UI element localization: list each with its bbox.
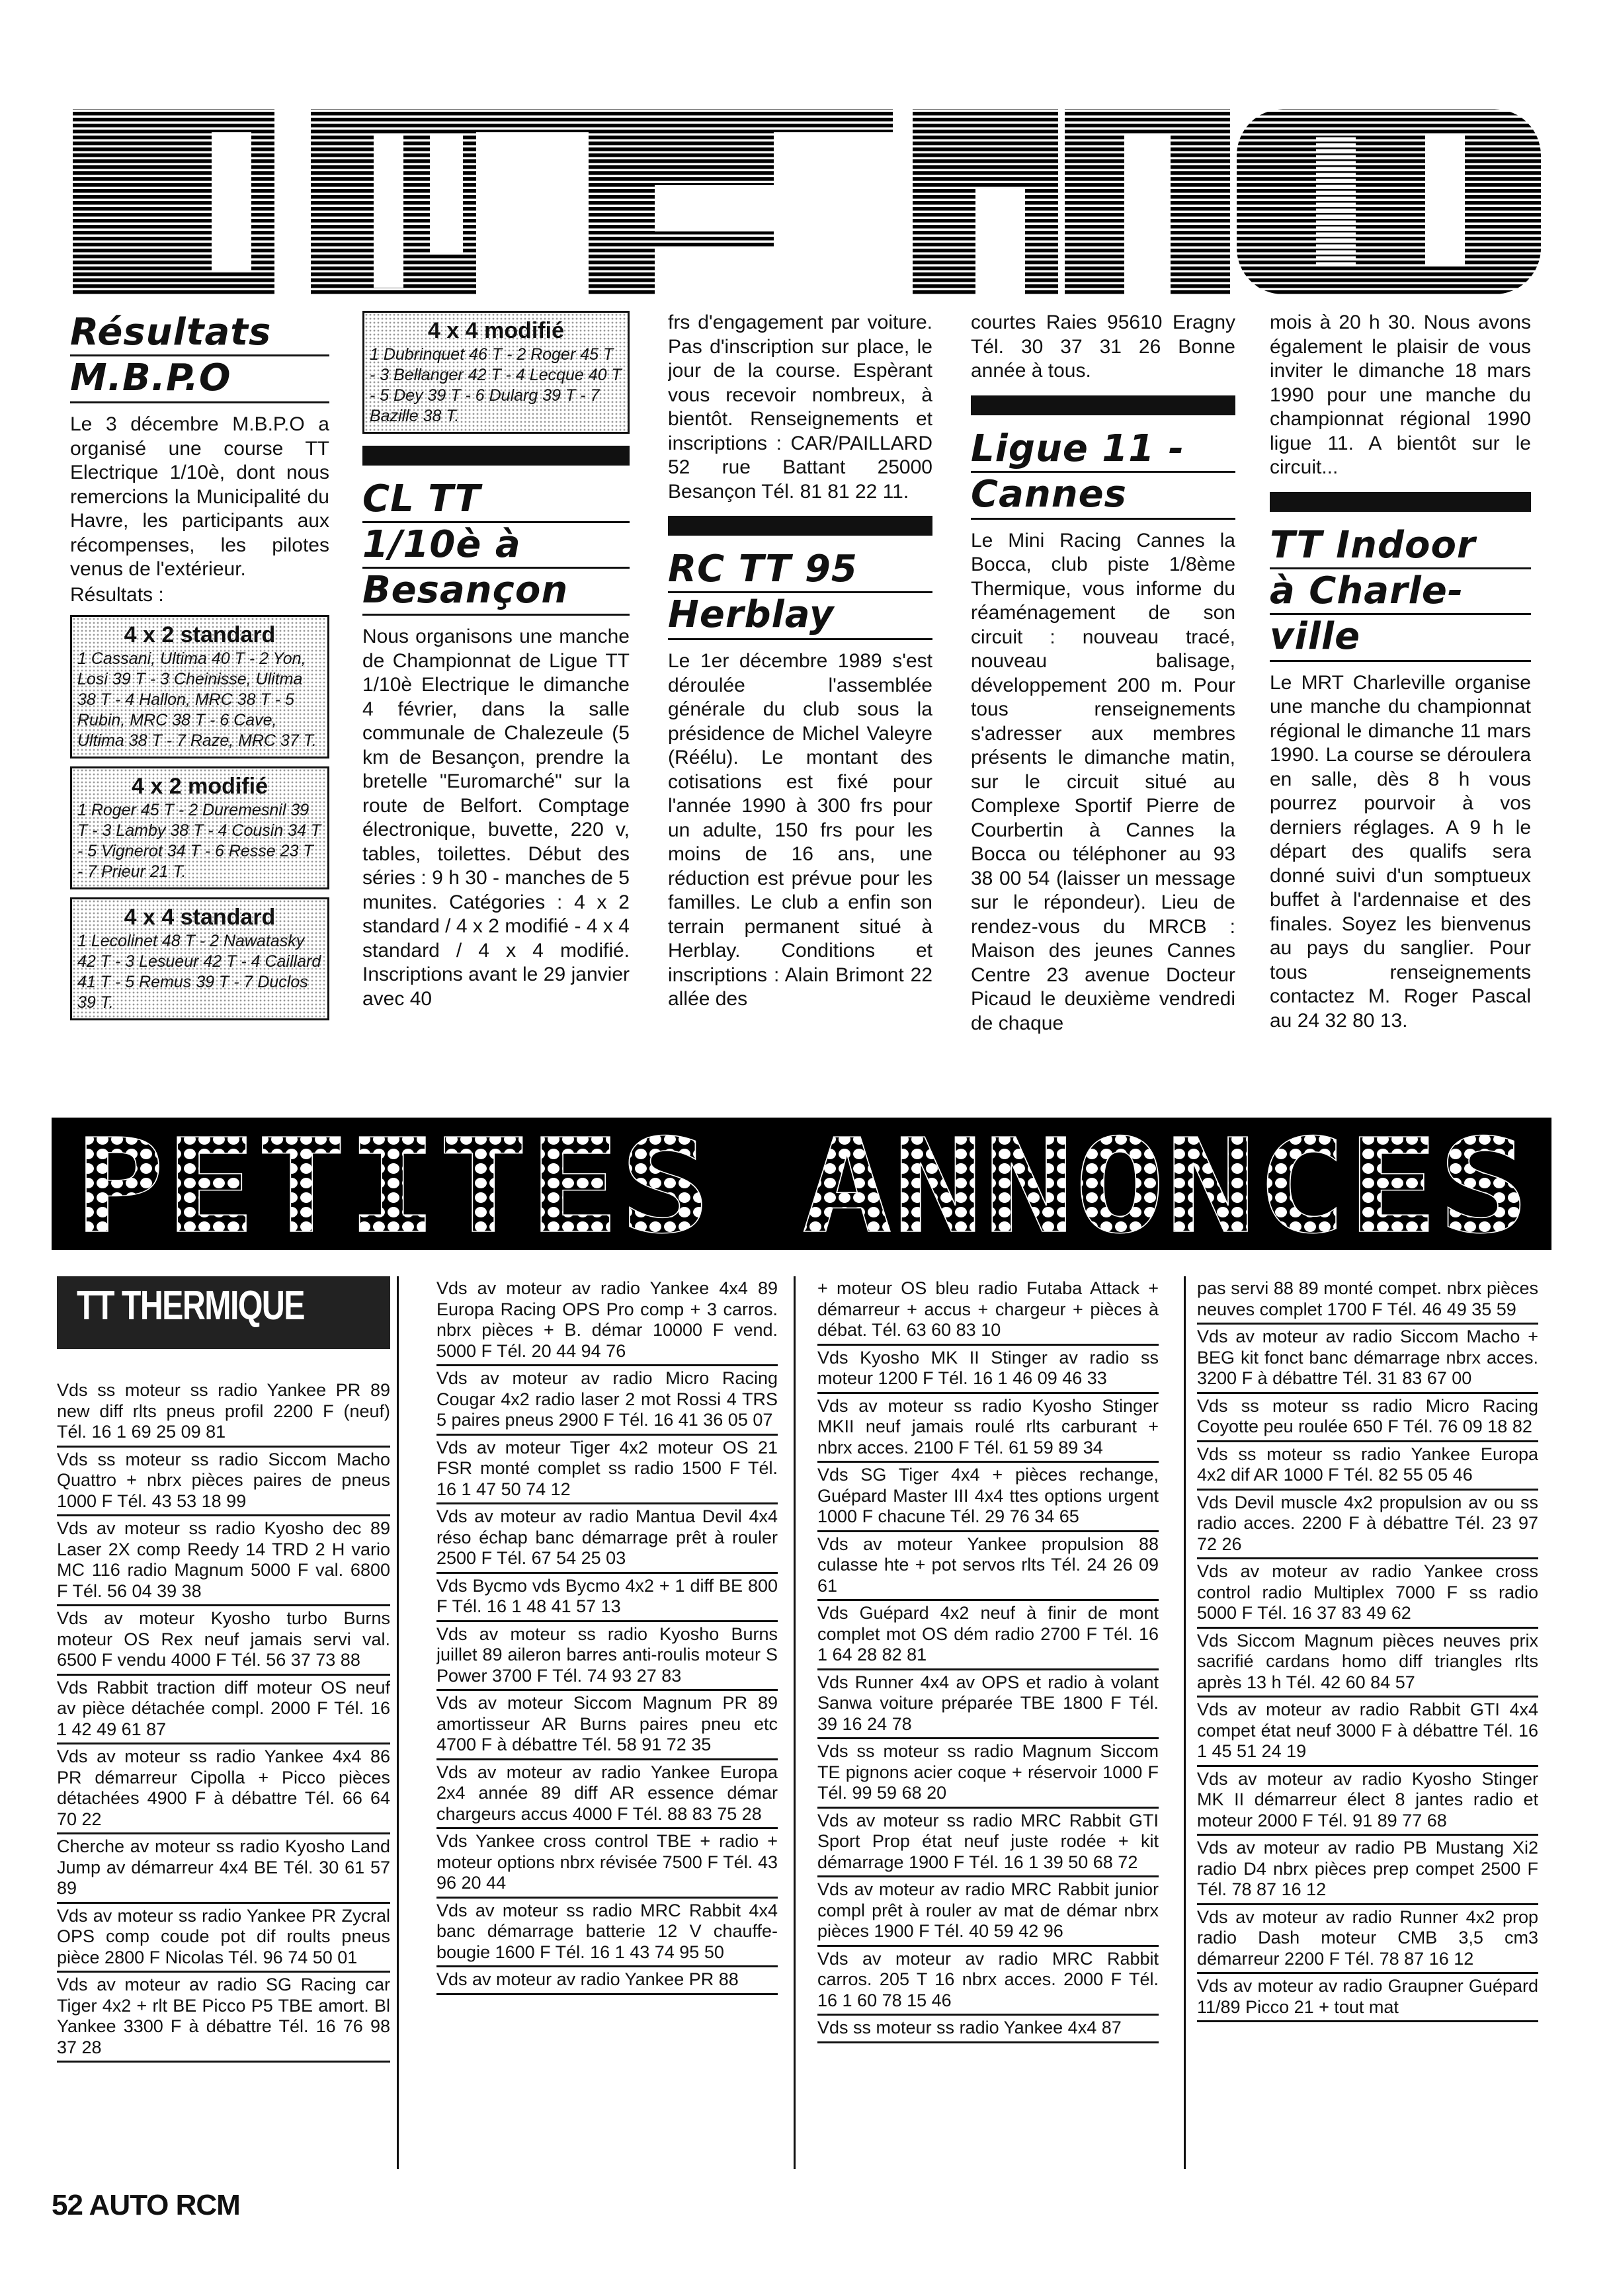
masthead-graphic xyxy=(73,106,1541,294)
heading-line: Ligue 11 - xyxy=(971,427,1235,473)
classified-ad: Vds av moteur ss radio Kyosho Stinger MKII neuf jamais roulé rlts carburant + nbrx acces. 2100 F Tél. 61 59 89 34 xyxy=(817,1394,1159,1463)
article-body: courtes Raies 95610 Eragny Tél. 30 37 31 26 Bonne année à tous. xyxy=(971,311,1235,382)
news-column-3 xyxy=(668,311,932,1101)
article-body: frs d'engagement par voiture. Pas d'inscription sur place, le jour de la course. Espèrant vous recevoir nombreux, à bientôt. Renseignements et inscriptions : CAR/PAILLARD 52 rue Battant 25000 Besançon Tél. 81 81 22 11. xyxy=(668,311,932,503)
heading-line: Herblay xyxy=(668,593,835,636)
classified-ad: pas servi 88 89 monté compet. nbrx pièces neuves complet 1700 F Tél. 46 49 35 59 xyxy=(1197,1276,1538,1325)
article-body: Le MRT Charleville organise une manche du championnat régional le dimanche 11 mars 1990. La course se déroulera en salle, dès 8 h vous pourrez pourvoir à vos derniers réglages. A 9 h le départ des qualifs sera donné suivi d'un somptueux buffet à l'ardennaise et des finales. Soyez les bienvenus au pays du sanglier. Pour tous renseignements contactez M. Roger Pascal au 24 32 80 13. xyxy=(1270,671,1531,1032)
classified-ad: Vds av moteur av radio Rabbit GTI 4x4 compet état neuf 3000 F à débattre Tél. 16 1 45 51 24 19 xyxy=(1197,1698,1538,1767)
classified-ad: Vds Runner 4x4 av OPS et radio à volant Sanwa voiture préparée TBE 1800 F Tél. 39 16 24 78 xyxy=(817,1670,1159,1740)
classified-column-1 xyxy=(57,1276,390,2169)
classified-ad: Vds av moteur av radio Mantua Devil 4x4 réso échap banc démarrage prêt à rouler 2500 F Tél. 67 54 25 03 xyxy=(436,1504,778,1574)
article-heading-mbpo xyxy=(70,311,329,403)
ad-list xyxy=(57,1378,390,2063)
classified-ad: Vds av moteur av radio Siccom Macho + BEG kit fonct banc démarrage nbrx acces. 3200 F à débattre Tél. 31 83 67 00 xyxy=(1197,1325,1538,1394)
banner-title: PETITES ANNONCES xyxy=(74,1118,1529,1250)
classified-ad: Vds Yankee cross control TBE + radio + moteur options nbrx révisée 7500 F Tél. 43 96 20 44 xyxy=(436,1829,778,1899)
classified-ad: Vds av moteur Siccom Magnum PR 89 amortisseur AR Burns paires pneu etc 4700 F à débattre Tél. 58 91 72 35 xyxy=(436,1691,778,1760)
ad-list xyxy=(1197,1276,1538,2022)
masthead-logo xyxy=(73,106,1541,294)
classified-ad: Vds av moteur ss radio Kyosho dec 89 Laser 2X comp Reedy 14 TRD 2 H vario MC 116 radio Magnum 5000 F val. 6800 F Tél. 56 04 39 38 xyxy=(57,1516,390,1606)
news-column-5 xyxy=(1270,311,1531,1101)
article-heading-besancon xyxy=(362,477,630,616)
heading-line: Besançon xyxy=(362,569,569,612)
classified-ad: Vds av moteur av radio Yankee Europa 2x4 année 89 diff AR essence démar chargeurs accus 4000 F Tél. 88 83 75 28 xyxy=(436,1760,778,1830)
classified-ad: Vds av moteur ss radio Yankee 4x4 86 PR démarreur Cipolla + Picco pièces détachées 4900 F à débattre Tél. 66 64 70 22 xyxy=(57,1744,390,1834)
classified-ad: Vds Devil muscle 4x2 propulsion av ou ss radio acces. 2200 F à débattre Tél. 23 97 72 26 xyxy=(1197,1491,1538,1560)
classified-column-2 xyxy=(436,1276,778,2169)
classified-ad: Vds Siccom Magnum pièces neuves prix sacrifié cardans homo diff triangles rlts après 13 h Tél. 42 60 84 57 xyxy=(1197,1629,1538,1698)
classified-ad: Vds av moteur Yankee propulsion 88 culasse hte + pot servos rlts Tél. 24 26 09 61 xyxy=(817,1532,1159,1602)
news-column-1 xyxy=(70,311,329,1101)
classified-ad: Vds Kyosho MK II Stinger av radio ss moteur 1200 F Tél. 16 1 46 09 46 33 xyxy=(817,1346,1159,1394)
heading-line: 1/10è à xyxy=(362,523,630,569)
column-rule xyxy=(397,1276,399,2169)
classified-ad: Vds av moteur Kyosho turbo Burns moteur OS Rex neuf jamais servi val. 6500 F vendu 4000 F Tél. 56 37 73 88 xyxy=(57,1606,390,1676)
results-box-title: 4 x 2 modifié xyxy=(132,774,268,799)
article-body: Nous organisons une manche de Championnat de Ligue TT 1/10è Electrique le dimanche 4 février, dans la salle communale de Chalezeule (5 km de Besançon, prendre la bretelle "Euromarché" sur la route de Belfort. Comptage électronique, buvette, 220 v, tables, toilettes. Début des séries : 9 h 30 - manches de 5 munites. Catégories : 4 x 2 standard / 4 x 2 modifié - 4 x 4 standard / 4 x 4 modifié. Inscriptions avant le 29 janvier avec 40 xyxy=(362,626,630,1010)
article-heading-herblay xyxy=(668,548,932,640)
divider-bar xyxy=(971,395,1235,415)
classified-ad: Vds ss moteur ss radio Magnum Siccom TE pignons acier coque + réservoir 1000 F Tél. 99 59 68 20 xyxy=(817,1739,1159,1809)
results-box-title: 4 x 2 standard xyxy=(124,622,276,647)
classified-ad: Vds av moteur ss radio MRC Rabbit 4x4 banc démarrage batterie 12 V chauffe-bougie 1600 F Tél. 16 1 43 74 95 50 xyxy=(436,1899,778,1968)
heading-line: ville xyxy=(1270,614,1361,658)
category-title: TT THERMIQUE xyxy=(77,1283,304,1329)
results-box-text: 1 Roger 45 T - 2 Duremesnil 39 T - 3 Lamby 38 T - 4 Cousin 34 T - 5 Vignerot 34 T - 6 Resse 23 T - 7 Prieur 21 T. xyxy=(77,801,321,881)
heading-line: M.B.P.O xyxy=(70,356,231,399)
results-box xyxy=(362,311,630,434)
results-box-text: 1 Lecolinet 48 T - 2 Nawatasky 42 T - 3 Lesueur 42 T - 4 Caillard 41 T - 5 Remus 39 T - 7 Duclos 39 T. xyxy=(77,932,321,1012)
page-footer xyxy=(52,2189,240,2222)
classified-ad: Vds Guépard 4x2 neuf à finir de mont complet mot OS dém radio 2700 F Tél. 16 1 64 28 82 81 xyxy=(817,1601,1159,1670)
article-body: Le 1er décembre 1989 s'est déroulée l'assemblée générale du club sous la présidence de Michel Valeyre (Réélu). Le montant des cotisations est fixé pour l'année 1990 à 300 frs pour un adulte, 150 frs pour les moins de 16 ans, une réduction est prévue pour les familles. Le club a enfin son terrain permanent situé à Herblay. Conditions et inscriptions : Alain Brimont 22 allée des xyxy=(668,650,932,1010)
column-rule xyxy=(1184,1276,1186,2169)
classified-ad: Vds av moteur av radio MRC Rabbit carros. 205 T 16 nbrx acces. 2000 F Tél. 16 1 60 78 15 46 xyxy=(817,1947,1159,2016)
classified-ad: Vds av moteur av radio Graupner Guépard 11/89 Picco 21 + tout mat xyxy=(1197,1974,1538,2022)
classified-ad: Vds ss moteur ss radio Yankee 4x4 87 xyxy=(817,2016,1159,2043)
results-box xyxy=(70,615,329,758)
news-column-2 xyxy=(362,311,630,1101)
article-body: Le Mini Racing Cannes la Bocca, club piste 1/8ème Thermique, vous informe du réaménagement de son circuit : nouveau tracé, nouveau balisage, développement 200 m. Pour tous renseignements s'adresser aux membres présents le dimanche matin, sur le circuit situé au Complexe Sportif Pierre de Courbertin à Cannes la Bocca ou téléphoner au 93 38 00 54 (laisser un message sur le répondeur). Lieu de rendez-vous du MRCB : Maison des jeunes Cannes Centre 23 avenue Docteur Picaud le deuxième vendredi de chaque xyxy=(971,529,1235,1034)
results-box xyxy=(70,766,329,889)
results-box-title: 4 x 4 standard xyxy=(124,905,276,930)
article-heading-charleville xyxy=(1270,524,1531,662)
results-box-text: 1 Cassani, Ultima 40 T - 2 Yon, Losi 39 T - 3 Cheinisse, Ulitma 38 T - 4 Hallon, MRC 38 T - 5 Rubin, MRC 38 T - 6 Cave, Ultima 38 T - 7 Raze, MRC 37 T. xyxy=(77,649,317,750)
classified-ad: Vds av moteur av radio Micro Racing Cougar 4x2 radio laser 2 mot Rossi 4 TRS 5 paires pneus 2900 F Tél. 16 41 36 05 07 xyxy=(436,1366,778,1436)
classified-ad: Vds av moteur av radio Yankee cross control radio Multiplex 7000 F ss radio 5000 F Tél. 16 37 83 49 62 xyxy=(1197,1559,1538,1629)
classified-ad: Vds av moteur Tiger 4x2 moteur OS 21 FSR monté complet ss radio 1500 F Tél. 16 1 47 50 74 12 xyxy=(436,1436,778,1505)
classified-ad: Vds SG Tiger 4x4 + pièces rechange, Guépard Master III 4x4 ttes options urgent 1000 F chacune Tél. 29 76 34 65 xyxy=(817,1463,1159,1532)
article-body: Le 3 décembre M.B.P.O a organisé une course TT Electrique 1/10è, dont nous remercions la Municipalité du Havre, les participants aux récompenses, les pilotes venus de l'extérieur. xyxy=(70,413,329,580)
ad-list xyxy=(436,1276,778,1995)
page-number: 52 xyxy=(52,2189,83,2221)
heading-line: Résultats xyxy=(70,311,329,356)
heading-line: CL TT xyxy=(362,477,630,523)
article-body: mois à 20 h 30. Nous avons également le plaisir de vous inviter le dimanche 18 mars 1990 pour une manche du championnat régional 1990 ligue 11. A bientôt sur le circuit... xyxy=(1270,311,1531,478)
classified-ad: Vds av moteur av radio MRC Rabbit junior compl prêt à rouler av mat de démar nbrx pièces 1900 F Tél. 40 59 42 96 xyxy=(817,1877,1159,1947)
magazine-name: AUTO RCM xyxy=(89,2189,240,2221)
classified-ad: Vds av moteur av radio Yankee PR 88 xyxy=(436,1967,778,1995)
column-rule xyxy=(794,1276,796,2169)
divider-bar xyxy=(362,446,630,466)
divider-bar xyxy=(1270,492,1531,512)
results-label: Résultats : xyxy=(70,583,164,606)
banner-graphic xyxy=(52,1118,1551,1250)
classified-ad: + moteur OS bleu radio Futaba Attack + démarreur + accus + chargeur + pièces à débat. Tél. 63 60 83 10 xyxy=(817,1276,1159,1346)
results-box-text: 1 Dubrinquet 46 T - 2 Roger 45 T - 3 Bellanger 42 T - 4 Lecque 40 T - 5 Dey 39 T - 6 Dularg 39 T - 7 Bazille 38 T. xyxy=(370,345,622,425)
results-box-title: 4 x 4 modifié xyxy=(428,318,564,343)
classified-column-3 xyxy=(817,1276,1159,2169)
classified-ad: Vds av moteur av radio PB Mustang Xi2 radio D4 nbrx pièces prep compet 2500 F Tél. 78 87 16 12 xyxy=(1197,1836,1538,1905)
heading-line: TT Indoor xyxy=(1270,524,1531,569)
petites-annonces-banner xyxy=(52,1118,1551,1250)
divider-bar xyxy=(668,516,932,536)
classified-ad: Vds ss moteur ss radio Siccom Macho Quattro + nbrx pièces paires de pneus 1000 F Tél. 43 53 18 99 xyxy=(57,1448,390,1517)
classified-ad: Vds av moteur av radio Kyosho Stinger MK II démarreur élect 8 jantes radio et moteur 2000 F Tél. 91 89 77 68 xyxy=(1197,1767,1538,1836)
classified-ad: Vds ss moteur ss radio Yankee Europa 4x2 dif AR 1000 F Tél. 82 55 05 46 xyxy=(1197,1442,1538,1491)
classified-ad: Vds av moteur av radio SG Racing car Tiger 4x2 + rlt BE Picco P5 TBE amort. Bl Yankee 3300 F à débattre Tél. 16 76 98 37 28 xyxy=(57,1973,390,2063)
category-banner xyxy=(57,1276,390,1349)
heading-line: à Charle- xyxy=(1270,569,1531,615)
news-column-4 xyxy=(971,311,1235,1101)
heading-line: Cannes xyxy=(971,472,1127,516)
classified-ad: Vds av moteur av radio Runner 4x2 prop radio Dash moteur CMB 3,5 cm3 démarreur 2200 F Tél. 78 87 16 12 xyxy=(1197,1905,1538,1975)
classified-ad: Vds ss moteur ss radio Micro Racing Coyotte peu roulée 650 F Tél. 76 09 18 82 xyxy=(1197,1394,1538,1442)
classified-ad: Vds av moteur ss radio Kyosho Burns juillet 89 aileron barres anti-roulis moteur S Power 3700 F Tél. 74 93 27 83 xyxy=(436,1622,778,1692)
classified-column-4 xyxy=(1197,1276,1538,2169)
classified-ad: Vds av moteur ss radio Yankee PR Zycral OPS comp coude pot dif roults pneus pièce 2800 F Nicolas Tél. 96 74 50 01 xyxy=(57,1904,390,1973)
heading-line: RC TT 95 xyxy=(668,548,932,593)
classified-ad: Vds Rabbit traction diff moteur OS neuf av pièce détachée compl. 2000 F Tél. 16 1 42 49 61 87 xyxy=(57,1676,390,1745)
results-box xyxy=(70,897,329,1020)
ad-list xyxy=(817,1276,1159,2043)
classified-ad: Cherche av moteur ss radio Kyosho Land Jump av démarreur 4x4 BE Tél. 30 61 57 89 xyxy=(57,1834,390,1904)
classified-ad: Vds Bycmo vds Bycmo 4x2 + 1 diff BE 800 F Tél. 16 1 48 41 57 13 xyxy=(436,1574,778,1622)
classified-ad: Vds ss moteur ss radio Yankee PR 89 new diff rlts pneus profil 2200 F (neuf) Tél. 16 1 69 25 09 81 xyxy=(57,1378,390,1448)
article-heading-cannes xyxy=(971,427,1235,520)
classified-ad: Vds av moteur ss radio MRC Rabbit GTI Sport Prop état neuf juste rodée + kit démarrage 1900 F Tél. 16 1 39 50 68 72 xyxy=(817,1809,1159,1878)
classified-ad: Vds av moteur av radio Yankee 4x4 89 Europa Racing OPS Pro comp + 3 carros. nbrx pièces + B. démar 10000 F vend. 5000 F Tél. 20 44 94 76 xyxy=(436,1276,778,1366)
